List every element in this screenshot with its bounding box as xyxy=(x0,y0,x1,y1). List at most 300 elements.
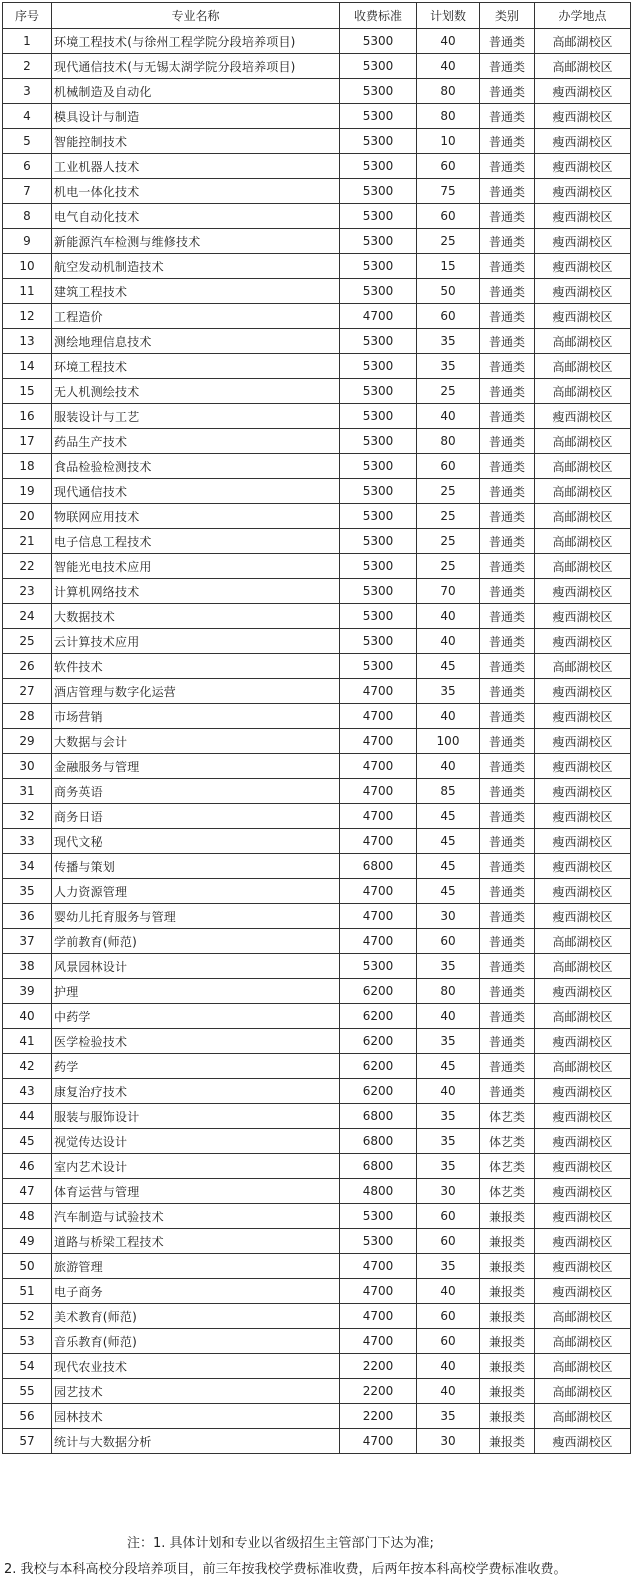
cell-category: 普通类 xyxy=(480,1004,535,1029)
table-row xyxy=(3,429,631,454)
cell-index: 47 xyxy=(3,1179,52,1204)
cell-campus: 瘦西湖校区 xyxy=(535,704,631,729)
cell-fee: 4700 xyxy=(340,729,417,754)
table-row xyxy=(3,79,631,104)
cell-index: 48 xyxy=(3,1204,52,1229)
cell-plan-count: 60 xyxy=(417,1204,480,1229)
cell-campus: 高邮湖校区 xyxy=(535,479,631,504)
cell-major-name: 园艺技术 xyxy=(52,1379,340,1404)
cell-fee: 5300 xyxy=(340,404,417,429)
table-row xyxy=(3,454,631,479)
cell-fee: 4800 xyxy=(340,1179,417,1204)
cell-major-name: 新能源汽车检测与维修技术 xyxy=(52,229,340,254)
cell-category: 普通类 xyxy=(480,679,535,704)
cell-category: 普通类 xyxy=(480,504,535,529)
table-row xyxy=(3,629,631,654)
cell-category: 兼报类 xyxy=(480,1229,535,1254)
cell-category: 普通类 xyxy=(480,904,535,929)
table-row xyxy=(3,529,631,554)
cell-plan-count: 25 xyxy=(417,504,480,529)
cell-index: 36 xyxy=(3,904,52,929)
cell-campus: 瘦西湖校区 xyxy=(535,629,631,654)
cell-major-name: 模具设计与制造 xyxy=(52,104,340,129)
cell-category: 普通类 xyxy=(480,129,535,154)
cell-category: 普通类 xyxy=(480,879,535,904)
cell-major-name: 学前教育(师范) xyxy=(52,929,340,954)
cell-campus: 瘦西湖校区 xyxy=(535,104,631,129)
cell-major-name: 药品生产技术 xyxy=(52,429,340,454)
cell-index: 44 xyxy=(3,1104,52,1129)
cell-index: 34 xyxy=(3,854,52,879)
cell-category: 普通类 xyxy=(480,1054,535,1079)
cell-major-name: 中药学 xyxy=(52,1004,340,1029)
cell-major-name: 医学检验技术 xyxy=(52,1029,340,1054)
cell-fee: 4700 xyxy=(340,1279,417,1304)
cell-fee: 4700 xyxy=(340,929,417,954)
table-row xyxy=(3,704,631,729)
cell-campus: 瘦西湖校区 xyxy=(535,854,631,879)
cell-index: 50 xyxy=(3,1254,52,1279)
table-row xyxy=(3,1104,631,1129)
cell-major-name: 视觉传达设计 xyxy=(52,1129,340,1154)
cell-plan-count: 45 xyxy=(417,804,480,829)
cell-category: 普通类 xyxy=(480,704,535,729)
cell-plan-count: 60 xyxy=(417,1329,480,1354)
cell-campus: 瘦西湖校区 xyxy=(535,179,631,204)
cell-plan-count: 40 xyxy=(417,629,480,654)
cell-category: 普通类 xyxy=(480,204,535,229)
cell-fee: 5300 xyxy=(340,279,417,304)
cell-campus: 高邮湖校区 xyxy=(535,1004,631,1029)
cell-plan-count: 80 xyxy=(417,104,480,129)
table-row xyxy=(3,854,631,879)
cell-campus: 瘦西湖校区 xyxy=(535,204,631,229)
cell-campus: 高邮湖校区 xyxy=(535,1404,631,1429)
cell-category: 兼报类 xyxy=(480,1204,535,1229)
table-row xyxy=(3,1079,631,1104)
cell-index: 9 xyxy=(3,229,52,254)
cell-plan-count: 25 xyxy=(417,554,480,579)
cell-major-name: 工程造价 xyxy=(52,304,340,329)
cell-fee: 4700 xyxy=(340,1304,417,1329)
cell-major-name: 金融服务与管理 xyxy=(52,754,340,779)
cell-category: 普通类 xyxy=(480,754,535,779)
table-row xyxy=(3,1204,631,1229)
table-row xyxy=(3,1279,631,1304)
cell-index: 52 xyxy=(3,1304,52,1329)
cell-category: 兼报类 xyxy=(480,1354,535,1379)
cell-plan-count: 15 xyxy=(417,254,480,279)
cell-plan-count: 35 xyxy=(417,1254,480,1279)
cell-index: 4 xyxy=(3,104,52,129)
cell-fee: 4700 xyxy=(340,704,417,729)
cell-category: 普通类 xyxy=(480,804,535,829)
cell-major-name: 婴幼儿托育服务与管理 xyxy=(52,904,340,929)
cell-category: 普通类 xyxy=(480,829,535,854)
cell-fee: 5300 xyxy=(340,1204,417,1229)
cell-fee: 5300 xyxy=(340,429,417,454)
table-row xyxy=(3,1429,631,1454)
cell-campus: 瘦西湖校区 xyxy=(535,1429,631,1454)
table-row xyxy=(3,479,631,504)
table-row xyxy=(3,354,631,379)
cell-major-name: 商务日语 xyxy=(52,804,340,829)
cell-index: 30 xyxy=(3,754,52,779)
cell-campus: 高邮湖校区 xyxy=(535,29,631,54)
table-row xyxy=(3,304,631,329)
cell-plan-count: 25 xyxy=(417,529,480,554)
cell-plan-count: 60 xyxy=(417,454,480,479)
cell-major-name: 航空发动机制造技术 xyxy=(52,254,340,279)
cell-category: 普通类 xyxy=(480,654,535,679)
cell-fee: 4700 xyxy=(340,804,417,829)
enrollment-plan-table xyxy=(2,2,631,1454)
cell-major-name: 软件技术 xyxy=(52,654,340,679)
cell-category: 普通类 xyxy=(480,629,535,654)
cell-category: 普通类 xyxy=(480,979,535,1004)
cell-category: 普通类 xyxy=(480,454,535,479)
cell-fee: 5300 xyxy=(340,179,417,204)
cell-category: 普通类 xyxy=(480,154,535,179)
cell-major-name: 室内艺术设计 xyxy=(52,1154,340,1179)
cell-plan-count: 80 xyxy=(417,979,480,1004)
cell-index: 43 xyxy=(3,1079,52,1104)
cell-major-name: 无人机测绘技术 xyxy=(52,379,340,404)
cell-index: 24 xyxy=(3,604,52,629)
cell-category: 普通类 xyxy=(480,529,535,554)
cell-fee: 5300 xyxy=(340,654,417,679)
cell-index: 53 xyxy=(3,1329,52,1354)
header-fee: 收费标准 xyxy=(340,3,417,29)
cell-category: 体艺类 xyxy=(480,1179,535,1204)
cell-category: 普通类 xyxy=(480,354,535,379)
cell-index: 27 xyxy=(3,679,52,704)
cell-plan-count: 60 xyxy=(417,154,480,179)
table-row xyxy=(3,604,631,629)
cell-fee: 5300 xyxy=(340,504,417,529)
cell-plan-count: 35 xyxy=(417,354,480,379)
cell-category: 普通类 xyxy=(480,329,535,354)
cell-index: 49 xyxy=(3,1229,52,1254)
cell-index: 1 xyxy=(3,29,52,54)
cell-major-name: 美术教育(师范) xyxy=(52,1304,340,1329)
cell-campus: 高邮湖校区 xyxy=(535,354,631,379)
cell-campus: 瘦西湖校区 xyxy=(535,129,631,154)
table-row xyxy=(3,54,631,79)
cell-fee: 6800 xyxy=(340,1104,417,1129)
cell-campus: 瘦西湖校区 xyxy=(535,979,631,1004)
table-row xyxy=(3,804,631,829)
cell-plan-count: 100 xyxy=(417,729,480,754)
cell-fee: 4700 xyxy=(340,779,417,804)
table-row xyxy=(3,1379,631,1404)
table-row xyxy=(3,1004,631,1029)
cell-major-name: 人力资源管理 xyxy=(52,879,340,904)
cell-category: 普通类 xyxy=(480,254,535,279)
cell-campus: 瘦西湖校区 xyxy=(535,579,631,604)
cell-major-name: 酒店管理与数字化运营 xyxy=(52,679,340,704)
table-row xyxy=(3,329,631,354)
cell-index: 57 xyxy=(3,1429,52,1454)
cell-campus: 瘦西湖校区 xyxy=(535,754,631,779)
table-row xyxy=(3,954,631,979)
cell-major-name: 风景园林设计 xyxy=(52,954,340,979)
cell-fee: 4700 xyxy=(340,679,417,704)
cell-fee: 5300 xyxy=(340,479,417,504)
table-row xyxy=(3,1354,631,1379)
cell-major-name: 大数据与会计 xyxy=(52,729,340,754)
cell-campus: 瘦西湖校区 xyxy=(535,79,631,104)
cell-fee: 4700 xyxy=(340,1254,417,1279)
table-row xyxy=(3,504,631,529)
cell-fee: 5300 xyxy=(340,379,417,404)
cell-campus: 瘦西湖校区 xyxy=(535,1079,631,1104)
cell-campus: 高邮湖校区 xyxy=(535,1054,631,1079)
cell-campus: 瘦西湖校区 xyxy=(535,804,631,829)
cell-plan-count: 40 xyxy=(417,704,480,729)
cell-index: 16 xyxy=(3,404,52,429)
cell-index: 23 xyxy=(3,579,52,604)
cell-plan-count: 75 xyxy=(417,179,480,204)
cell-category: 普通类 xyxy=(480,104,535,129)
cell-major-name: 测绘地理信息技术 xyxy=(52,329,340,354)
cell-plan-count: 30 xyxy=(417,904,480,929)
table-header-row xyxy=(3,3,631,29)
cell-major-name: 服装与服饰设计 xyxy=(52,1104,340,1129)
table-row xyxy=(3,979,631,1004)
cell-category: 普通类 xyxy=(480,954,535,979)
cell-fee: 4700 xyxy=(340,1329,417,1354)
cell-major-name: 道路与桥梁工程技术 xyxy=(52,1229,340,1254)
cell-index: 40 xyxy=(3,1004,52,1029)
header-category: 类别 xyxy=(480,3,535,29)
cell-plan-count: 60 xyxy=(417,1229,480,1254)
cell-fee: 6200 xyxy=(340,1054,417,1079)
cell-fee: 4700 xyxy=(340,754,417,779)
header-campus: 办学地点 xyxy=(535,3,631,29)
cell-fee: 5300 xyxy=(340,254,417,279)
cell-major-name: 云计算技术应用 xyxy=(52,629,340,654)
cell-category: 兼报类 xyxy=(480,1254,535,1279)
cell-campus: 高邮湖校区 xyxy=(535,454,631,479)
cell-index: 17 xyxy=(3,429,52,454)
cell-campus: 瘦西湖校区 xyxy=(535,1029,631,1054)
cell-category: 兼报类 xyxy=(480,1304,535,1329)
cell-campus: 高邮湖校区 xyxy=(535,329,631,354)
cell-category: 普通类 xyxy=(480,279,535,304)
cell-category: 体艺类 xyxy=(480,1129,535,1154)
cell-index: 38 xyxy=(3,954,52,979)
cell-major-name: 现代农业技术 xyxy=(52,1354,340,1379)
cell-major-name: 电气自动化技术 xyxy=(52,204,340,229)
cell-campus: 瘦西湖校区 xyxy=(535,1204,631,1229)
cell-fee: 6800 xyxy=(340,854,417,879)
cell-category: 普通类 xyxy=(480,554,535,579)
cell-major-name: 建筑工程技术 xyxy=(52,279,340,304)
header-plan-count: 计划数 xyxy=(417,3,480,29)
cell-campus: 高邮湖校区 xyxy=(535,1354,631,1379)
cell-index: 7 xyxy=(3,179,52,204)
table-row xyxy=(3,1179,631,1204)
table-row xyxy=(3,229,631,254)
cell-category: 普通类 xyxy=(480,404,535,429)
cell-index: 18 xyxy=(3,454,52,479)
cell-campus: 瘦西湖校区 xyxy=(535,879,631,904)
cell-campus: 高邮湖校区 xyxy=(535,1329,631,1354)
table-row xyxy=(3,379,631,404)
cell-plan-count: 45 xyxy=(417,854,480,879)
cell-fee: 5300 xyxy=(340,229,417,254)
cell-fee: 6200 xyxy=(340,1004,417,1029)
cell-major-name: 智能光电技术应用 xyxy=(52,554,340,579)
cell-category: 普通类 xyxy=(480,929,535,954)
cell-campus: 高邮湖校区 xyxy=(535,654,631,679)
cell-plan-count: 30 xyxy=(417,1179,480,1204)
cell-campus: 高邮湖校区 xyxy=(535,1304,631,1329)
cell-campus: 高邮湖校区 xyxy=(535,379,631,404)
cell-plan-count: 45 xyxy=(417,1054,480,1079)
cell-campus: 瘦西湖校区 xyxy=(535,1254,631,1279)
cell-fee: 4700 xyxy=(340,879,417,904)
cell-plan-count: 60 xyxy=(417,1304,480,1329)
cell-plan-count: 60 xyxy=(417,204,480,229)
cell-plan-count: 30 xyxy=(417,1429,480,1454)
cell-category: 普通类 xyxy=(480,729,535,754)
cell-plan-count: 40 xyxy=(417,1354,480,1379)
cell-fee: 2200 xyxy=(340,1404,417,1429)
table-row xyxy=(3,779,631,804)
cell-major-name: 市场营销 xyxy=(52,704,340,729)
table-row xyxy=(3,829,631,854)
cell-major-name: 药学 xyxy=(52,1054,340,1079)
cell-index: 15 xyxy=(3,379,52,404)
cell-index: 29 xyxy=(3,729,52,754)
cell-plan-count: 40 xyxy=(417,754,480,779)
cell-major-name: 食品检验检测技术 xyxy=(52,454,340,479)
cell-category: 普通类 xyxy=(480,1029,535,1054)
cell-index: 37 xyxy=(3,929,52,954)
cell-index: 33 xyxy=(3,829,52,854)
cell-index: 54 xyxy=(3,1354,52,1379)
table-row xyxy=(3,729,631,754)
table-row xyxy=(3,104,631,129)
cell-major-name: 汽车制造与试验技术 xyxy=(52,1204,340,1229)
cell-campus: 高邮湖校区 xyxy=(535,929,631,954)
cell-campus: 瘦西湖校区 xyxy=(535,604,631,629)
table-row xyxy=(3,404,631,429)
cell-plan-count: 60 xyxy=(417,304,480,329)
table-row xyxy=(3,1229,631,1254)
table-row xyxy=(3,1404,631,1429)
cell-fee: 4700 xyxy=(340,1429,417,1454)
cell-campus: 瘦西湖校区 xyxy=(535,729,631,754)
cell-plan-count: 85 xyxy=(417,779,480,804)
cell-plan-count: 40 xyxy=(417,1004,480,1029)
cell-category: 兼报类 xyxy=(480,1329,535,1354)
cell-major-name: 现代文秘 xyxy=(52,829,340,854)
cell-plan-count: 35 xyxy=(417,329,480,354)
cell-fee: 5300 xyxy=(340,54,417,79)
cell-index: 5 xyxy=(3,129,52,154)
cell-category: 普通类 xyxy=(480,479,535,504)
cell-major-name: 电子信息工程技术 xyxy=(52,529,340,554)
cell-plan-count: 40 xyxy=(417,1279,480,1304)
cell-index: 21 xyxy=(3,529,52,554)
cell-plan-count: 45 xyxy=(417,829,480,854)
cell-plan-count: 35 xyxy=(417,954,480,979)
table-row xyxy=(3,154,631,179)
table-row xyxy=(3,1304,631,1329)
cell-fee: 5300 xyxy=(340,554,417,579)
cell-fee: 5300 xyxy=(340,29,417,54)
cell-fee: 5300 xyxy=(340,454,417,479)
cell-fee: 5300 xyxy=(340,579,417,604)
table-row xyxy=(3,254,631,279)
cell-category: 普通类 xyxy=(480,854,535,879)
cell-campus: 瘦西湖校区 xyxy=(535,304,631,329)
table-row xyxy=(3,1054,631,1079)
cell-plan-count: 35 xyxy=(417,1104,480,1129)
cell-fee: 2200 xyxy=(340,1354,417,1379)
cell-fee: 5300 xyxy=(340,329,417,354)
table-row xyxy=(3,679,631,704)
cell-category: 兼报类 xyxy=(480,1279,535,1304)
cell-plan-count: 60 xyxy=(417,929,480,954)
table-row xyxy=(3,1254,631,1279)
cell-campus: 瘦西湖校区 xyxy=(535,229,631,254)
cell-index: 6 xyxy=(3,154,52,179)
cell-plan-count: 45 xyxy=(417,879,480,904)
cell-campus: 瘦西湖校区 xyxy=(535,1179,631,1204)
cell-category: 体艺类 xyxy=(480,1104,535,1129)
table-row xyxy=(3,904,631,929)
cell-major-name: 统计与大数据分析 xyxy=(52,1429,340,1454)
cell-index: 28 xyxy=(3,704,52,729)
table-row xyxy=(3,179,631,204)
cell-index: 45 xyxy=(3,1129,52,1154)
cell-fee: 6200 xyxy=(340,979,417,1004)
cell-index: 26 xyxy=(3,654,52,679)
cell-plan-count: 25 xyxy=(417,479,480,504)
cell-fee: 6800 xyxy=(340,1154,417,1179)
cell-category: 普通类 xyxy=(480,604,535,629)
cell-major-name: 大数据技术 xyxy=(52,604,340,629)
cell-major-name: 园林技术 xyxy=(52,1404,340,1429)
cell-campus: 瘦西湖校区 xyxy=(535,779,631,804)
cell-plan-count: 45 xyxy=(417,654,480,679)
cell-plan-count: 40 xyxy=(417,404,480,429)
cell-category: 普通类 xyxy=(480,429,535,454)
footnote-1: 注：1. 具体计划和专业以省级招生主管部门下达为准; xyxy=(127,1536,434,1551)
cell-category: 普通类 xyxy=(480,79,535,104)
table-row xyxy=(3,1154,631,1179)
cell-campus: 瘦西湖校区 xyxy=(535,904,631,929)
cell-index: 20 xyxy=(3,504,52,529)
cell-fee: 5300 xyxy=(340,104,417,129)
cell-major-name: 音乐教育(师范) xyxy=(52,1329,340,1354)
cell-index: 31 xyxy=(3,779,52,804)
cell-campus: 高邮湖校区 xyxy=(535,529,631,554)
cell-campus: 瘦西湖校区 xyxy=(535,1229,631,1254)
cell-index: 56 xyxy=(3,1404,52,1429)
table-row xyxy=(3,1329,631,1354)
table-row xyxy=(3,654,631,679)
cell-fee: 5300 xyxy=(340,604,417,629)
table-row xyxy=(3,1129,631,1154)
table-row xyxy=(3,879,631,904)
cell-plan-count: 25 xyxy=(417,229,480,254)
cell-plan-count: 40 xyxy=(417,604,480,629)
